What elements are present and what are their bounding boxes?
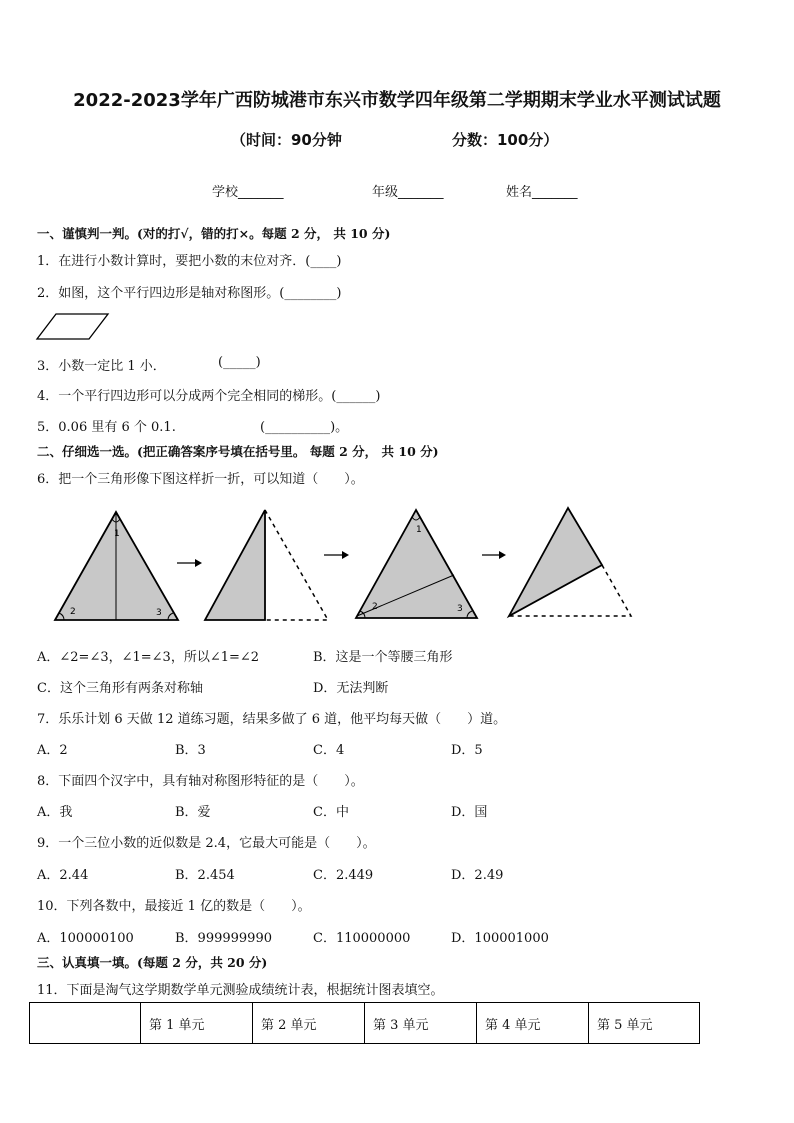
question-1: 1．在进行小数计算时，要把小数的末位对齐．(____): [37, 254, 342, 269]
question-10-option-c[interactable]: C．110000000: [313, 931, 411, 946]
page-title: 2022-2023学年广西防城港市东兴市数学四年级第二学期期末学业水平测试试题: [73, 90, 721, 111]
triangle-4-folded-part: [509, 508, 602, 616]
section1-heading: 一、谨慎判一判。(对的打√，错的打×。每题 2 分， 共 10 分): [37, 226, 391, 241]
triangle-2: [205, 510, 328, 620]
question-8-option-c[interactable]: C．中: [313, 805, 349, 820]
question-6-option-c[interactable]: C．这个三角形有两条对称轴: [37, 681, 203, 696]
question-8-option-d[interactable]: D．国: [451, 805, 488, 820]
question-7: 7．乐乐计划 6 天做 12 道练习题，结果多做了 6 道，他平均每天做（ ）道。: [37, 712, 507, 727]
score-table: [29, 1002, 700, 1044]
arrow-1: [177, 559, 202, 567]
triangle-2-dashed-half: [265, 510, 328, 620]
question-8-option-a[interactable]: A．我: [37, 805, 73, 820]
triangle-1-label-3: 3: [156, 608, 162, 618]
triangle-1-label-2: 2: [70, 607, 76, 617]
question-7-option-d[interactable]: D．5: [451, 743, 483, 758]
question-8: 8．下面四个汉字中，具有轴对称图形特征的是（ ）。: [37, 774, 364, 789]
parallelogram-figure: [36, 313, 112, 341]
triangle-folding-diagram: [50, 505, 640, 625]
parallelogram-shape: [37, 314, 108, 339]
question-6-option-b[interactable]: B．这是一个等腰三角形: [313, 650, 453, 665]
triangle-1: [55, 512, 178, 620]
triangle-3-label-2: 2: [372, 602, 378, 612]
grade-field[interactable]: 年级_______: [372, 185, 444, 200]
arrow-3: [482, 551, 506, 559]
arrow-2: [324, 551, 349, 559]
question-2: 2．如图，这个平行四边形是轴对称图形。(________): [37, 286, 342, 301]
question-6: 6．把一个三角形像下图这样折一折，可以知道（ ）。: [37, 472, 364, 487]
question-6-option-d[interactable]: D．无法判断: [313, 681, 389, 696]
triangle-3: [356, 510, 477, 618]
question-7-option-b[interactable]: B．3: [175, 743, 206, 758]
triangle-4: [509, 508, 631, 616]
name-field[interactable]: 姓名_______: [506, 185, 578, 200]
question-9-option-b[interactable]: B．2.454: [175, 868, 235, 883]
question-5-blank[interactable]: (__________)。: [260, 420, 349, 435]
question-9-option-d[interactable]: D．2.49: [451, 868, 504, 883]
table-header-unit-2: 第 2 单元: [253, 1003, 365, 1044]
question-10-option-b[interactable]: B．999999990: [175, 931, 272, 946]
question-6-option-a[interactable]: A．∠2=∠3，∠1=∠3，所以∠1=∠2: [37, 650, 260, 665]
question-3-blank[interactable]: (_____): [218, 355, 261, 370]
question-10-option-d[interactable]: D．100001000: [451, 931, 549, 946]
triangle-3-label-1: 1: [416, 525, 422, 535]
question-11: 11．下面是淘气这学期数学单元测验成绩统计表，根据统计图表填空。: [37, 983, 444, 998]
table-header-unit-4: 第 4 单元: [477, 1003, 589, 1044]
question-5: 5．0.06 里有 6 个 0.1.: [37, 420, 176, 435]
question-7-option-a[interactable]: A．2: [37, 743, 68, 758]
section3-heading: 三、认真填一填。(每题 2 分，共 20 分): [37, 955, 268, 970]
time-limit: （时间：90分钟: [231, 131, 342, 149]
question-3: 3．小数一定比 1 小．: [37, 359, 166, 374]
question-9-option-c[interactable]: C．2.449: [313, 868, 374, 883]
question-8-option-b[interactable]: B．爱: [175, 805, 211, 820]
table-header-unit-1: 第 1 单元: [141, 1003, 253, 1044]
table-header-unit-3: 第 3 单元: [365, 1003, 477, 1044]
question-9: 9．一个三位小数的近似数是 2.4，它最大可能是（ ）。: [37, 836, 376, 851]
question-4: 4．一个平行四边形可以分成两个完全相同的梯形。(______): [37, 389, 381, 404]
table-header-blank: [30, 1003, 141, 1044]
table-header-unit-5: 第 5 单元: [589, 1003, 700, 1044]
total-score: 分数：100分）: [452, 131, 559, 149]
section2-heading: 二、仔细选一选。(把正确答案序号填在括号里。 每题 2 分， 共 10 分): [37, 444, 439, 459]
question-10: 10．下列各数中，最接近 1 亿的数是（ ）。: [37, 899, 311, 914]
question-9-option-a[interactable]: A．2.44: [37, 868, 89, 883]
triangle-2-folded-half: [205, 510, 265, 620]
school-field[interactable]: 学校_______: [212, 185, 284, 200]
triangle-3-label-3: 3: [457, 604, 463, 614]
triangle-1-label-1: 1: [114, 529, 120, 539]
question-7-option-c[interactable]: C．4: [313, 743, 345, 758]
question-10-option-a[interactable]: A．100000100: [37, 931, 134, 946]
table-row: [30, 1003, 700, 1044]
